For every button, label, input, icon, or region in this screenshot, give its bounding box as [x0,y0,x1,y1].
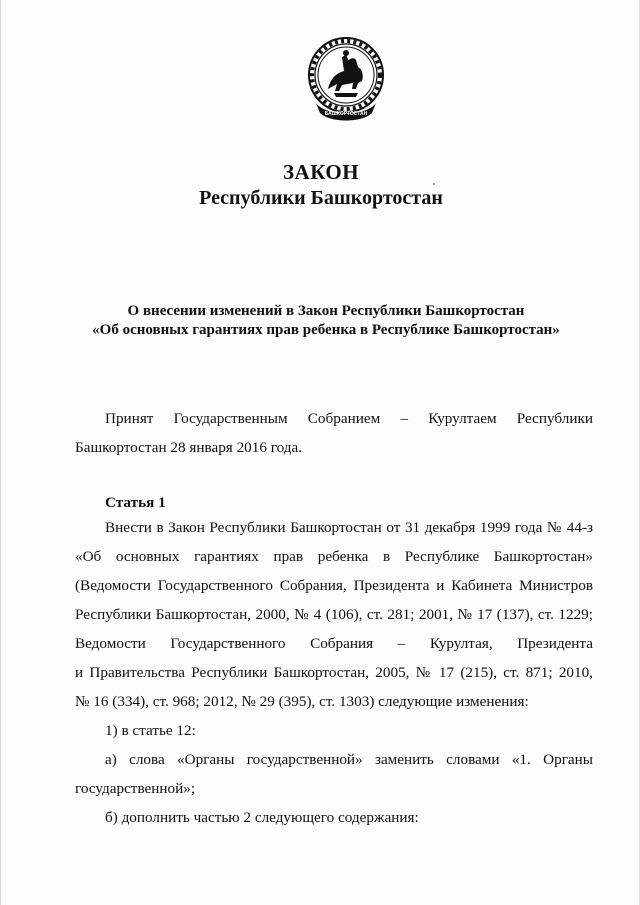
scan-speck [433,183,435,185]
article-item-a-line-2: государственной»; [75,780,196,797]
law-title-line-2: «Об основных гарантиях прав ребенка в Республике Башкортостан» [92,322,560,338]
article-line-3: (Ведомости Государственного Собрания, Президента и Кабинета Министров [75,577,593,594]
article-line-2: «Об основных гарантиях прав ребенка в Республике Башкортостан» [75,548,593,565]
article-item-b: б) дополнить частью 2 следующего содержания: [105,809,419,826]
article-line-7: № 16 (334), ст. 968; 2012, № 29 (395), ст. 1303) следующие изменения: [75,693,529,710]
adoption-line-2: Башкортостан 28 января 2016 года. [75,439,303,456]
law-title-line-1: О внесении изменений в Закон Республики Башкортостан [127,303,525,319]
article-body [75,513,593,832]
article-line-6: и Правительства Республики Башкортостан, 2005, № 17 (215), ст. 871; 2010, [75,664,593,681]
adoption-line-1: Принят Государственным Собранием – Курултаем Республики [105,410,593,427]
coat-of-arms-emblem [306,31,386,127]
document-title: ЗАКОН [282,160,360,184]
emblem-ribbon-text: БАШКОРТОСТАН [324,111,368,117]
article-line-5: Ведомости Государственного Собрания – Курултая, Президента [75,635,593,652]
article-item-a-line-1: а) слова «Органы государственной» заменить словами «1. Органы [105,751,593,768]
article-heading: Статья 1 [105,494,166,511]
article-item-1: 1) в статье 12: [105,722,196,739]
article-line-4: Республики Башкортостан, 2000, № 4 (106), ст. 281; 2001, № 17 (137), ст. 1229; [75,606,593,623]
article-line-1: Внести в Закон Республики Башкортостан от 31 декабря 1999 года № 44-з [105,519,593,536]
document-issuer: Республики Башкортостан [199,187,443,209]
adoption-paragraph [75,404,593,462]
